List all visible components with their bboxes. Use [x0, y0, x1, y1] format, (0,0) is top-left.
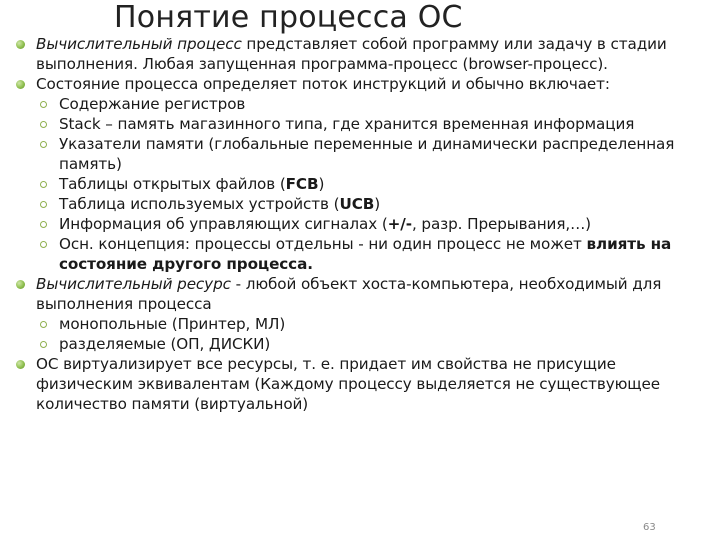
sub-bullet-ring-icon — [40, 181, 47, 188]
bullet-dot-icon — [16, 40, 25, 49]
sub-item-text: монопольные (Принтер, МЛ) — [59, 315, 286, 333]
sub-item-registers — [0, 94, 700, 114]
sub-item-exclusive — [0, 314, 700, 334]
ucb-label: UCB — [339, 195, 375, 213]
fcb-label: FCB — [285, 175, 319, 193]
bullet-process-state — [0, 74, 700, 94]
bullet-text: - любой объект хоста-компьютера, необходимый для выполнения процесса — [36, 275, 662, 313]
bullet-dot-icon — [16, 280, 25, 289]
term-computational-process: Вычислительный процесс — [36, 35, 242, 53]
sub-item-text: Содержание регистров — [59, 95, 246, 113]
sub-item-bold-text: влиять на состояние другого процесса. — [59, 235, 672, 273]
page-number: 63 — [643, 522, 656, 533]
bullet-dot-icon — [16, 80, 25, 89]
sub-item-text: Указатели памяти (глобальные переменные и динамически распределенная память) — [59, 135, 675, 173]
sub-bullet-ring-icon — [40, 141, 47, 148]
bullet-text: ОС виртуализирует все ресурсы, т. е. придает им свойства не присущие физическим эквивалентам (Каждому процессу выделяется не существующее количество памяти (виртуальной) — [36, 355, 660, 413]
bullet-text: представляет собой программу или задачу в стадии выполнения. Любая запущенная программа-процесс (browser-процесс). — [36, 35, 667, 73]
bullet-computational-resource — [0, 274, 700, 314]
sub-item-text-end: , разр. Прерывания,…) — [411, 215, 591, 233]
sub-item-shared — [0, 334, 700, 354]
sub-item-device-table — [0, 194, 700, 214]
sub-item-text: разделяемые (ОП, ДИСКИ) — [59, 335, 271, 353]
signal-label: +/- — [387, 215, 412, 233]
sub-item-text: Осн. концепция: процессы отдельны - ни один процесс не может — [59, 235, 587, 253]
sub-bullet-ring-icon — [40, 201, 47, 208]
bullet-text: Состояние процесса определяет поток инструкций и обычно включает: — [36, 75, 610, 93]
slide-content — [0, 34, 700, 414]
sub-item-text: Информация об управляющих сигналах ( — [59, 215, 388, 233]
sub-bullet-ring-icon — [40, 101, 47, 108]
bullet-virtualization — [0, 354, 700, 414]
sub-bullet-ring-icon — [40, 321, 47, 328]
sub-bullet-ring-icon — [40, 221, 47, 228]
sub-bullet-ring-icon — [40, 241, 47, 248]
sub-item-text: Таблицы открытых файлов ( — [59, 175, 286, 193]
sub-item-main-concept — [0, 234, 700, 274]
term-computational-resource: Вычислительный ресурс — [36, 275, 231, 293]
bullet-computational-process — [0, 34, 700, 74]
sub-item-text: Stack – память магазинного типа, где хранится временная информация — [59, 115, 635, 133]
slide-title: Понятие процесса ОС — [114, 0, 463, 35]
sub-item-memory-pointers — [0, 134, 700, 174]
sub-item-stack — [0, 114, 700, 134]
sub-item-text: Таблица используемых устройств ( — [59, 195, 340, 213]
bullet-dot-icon — [16, 360, 25, 369]
sub-item-control-signals — [0, 214, 700, 234]
sub-bullet-ring-icon — [40, 341, 47, 348]
sub-item-text-end: ) — [374, 195, 381, 213]
sub-item-text-end: ) — [318, 175, 325, 193]
sub-item-file-tables — [0, 174, 700, 194]
sub-bullet-ring-icon — [40, 121, 47, 128]
